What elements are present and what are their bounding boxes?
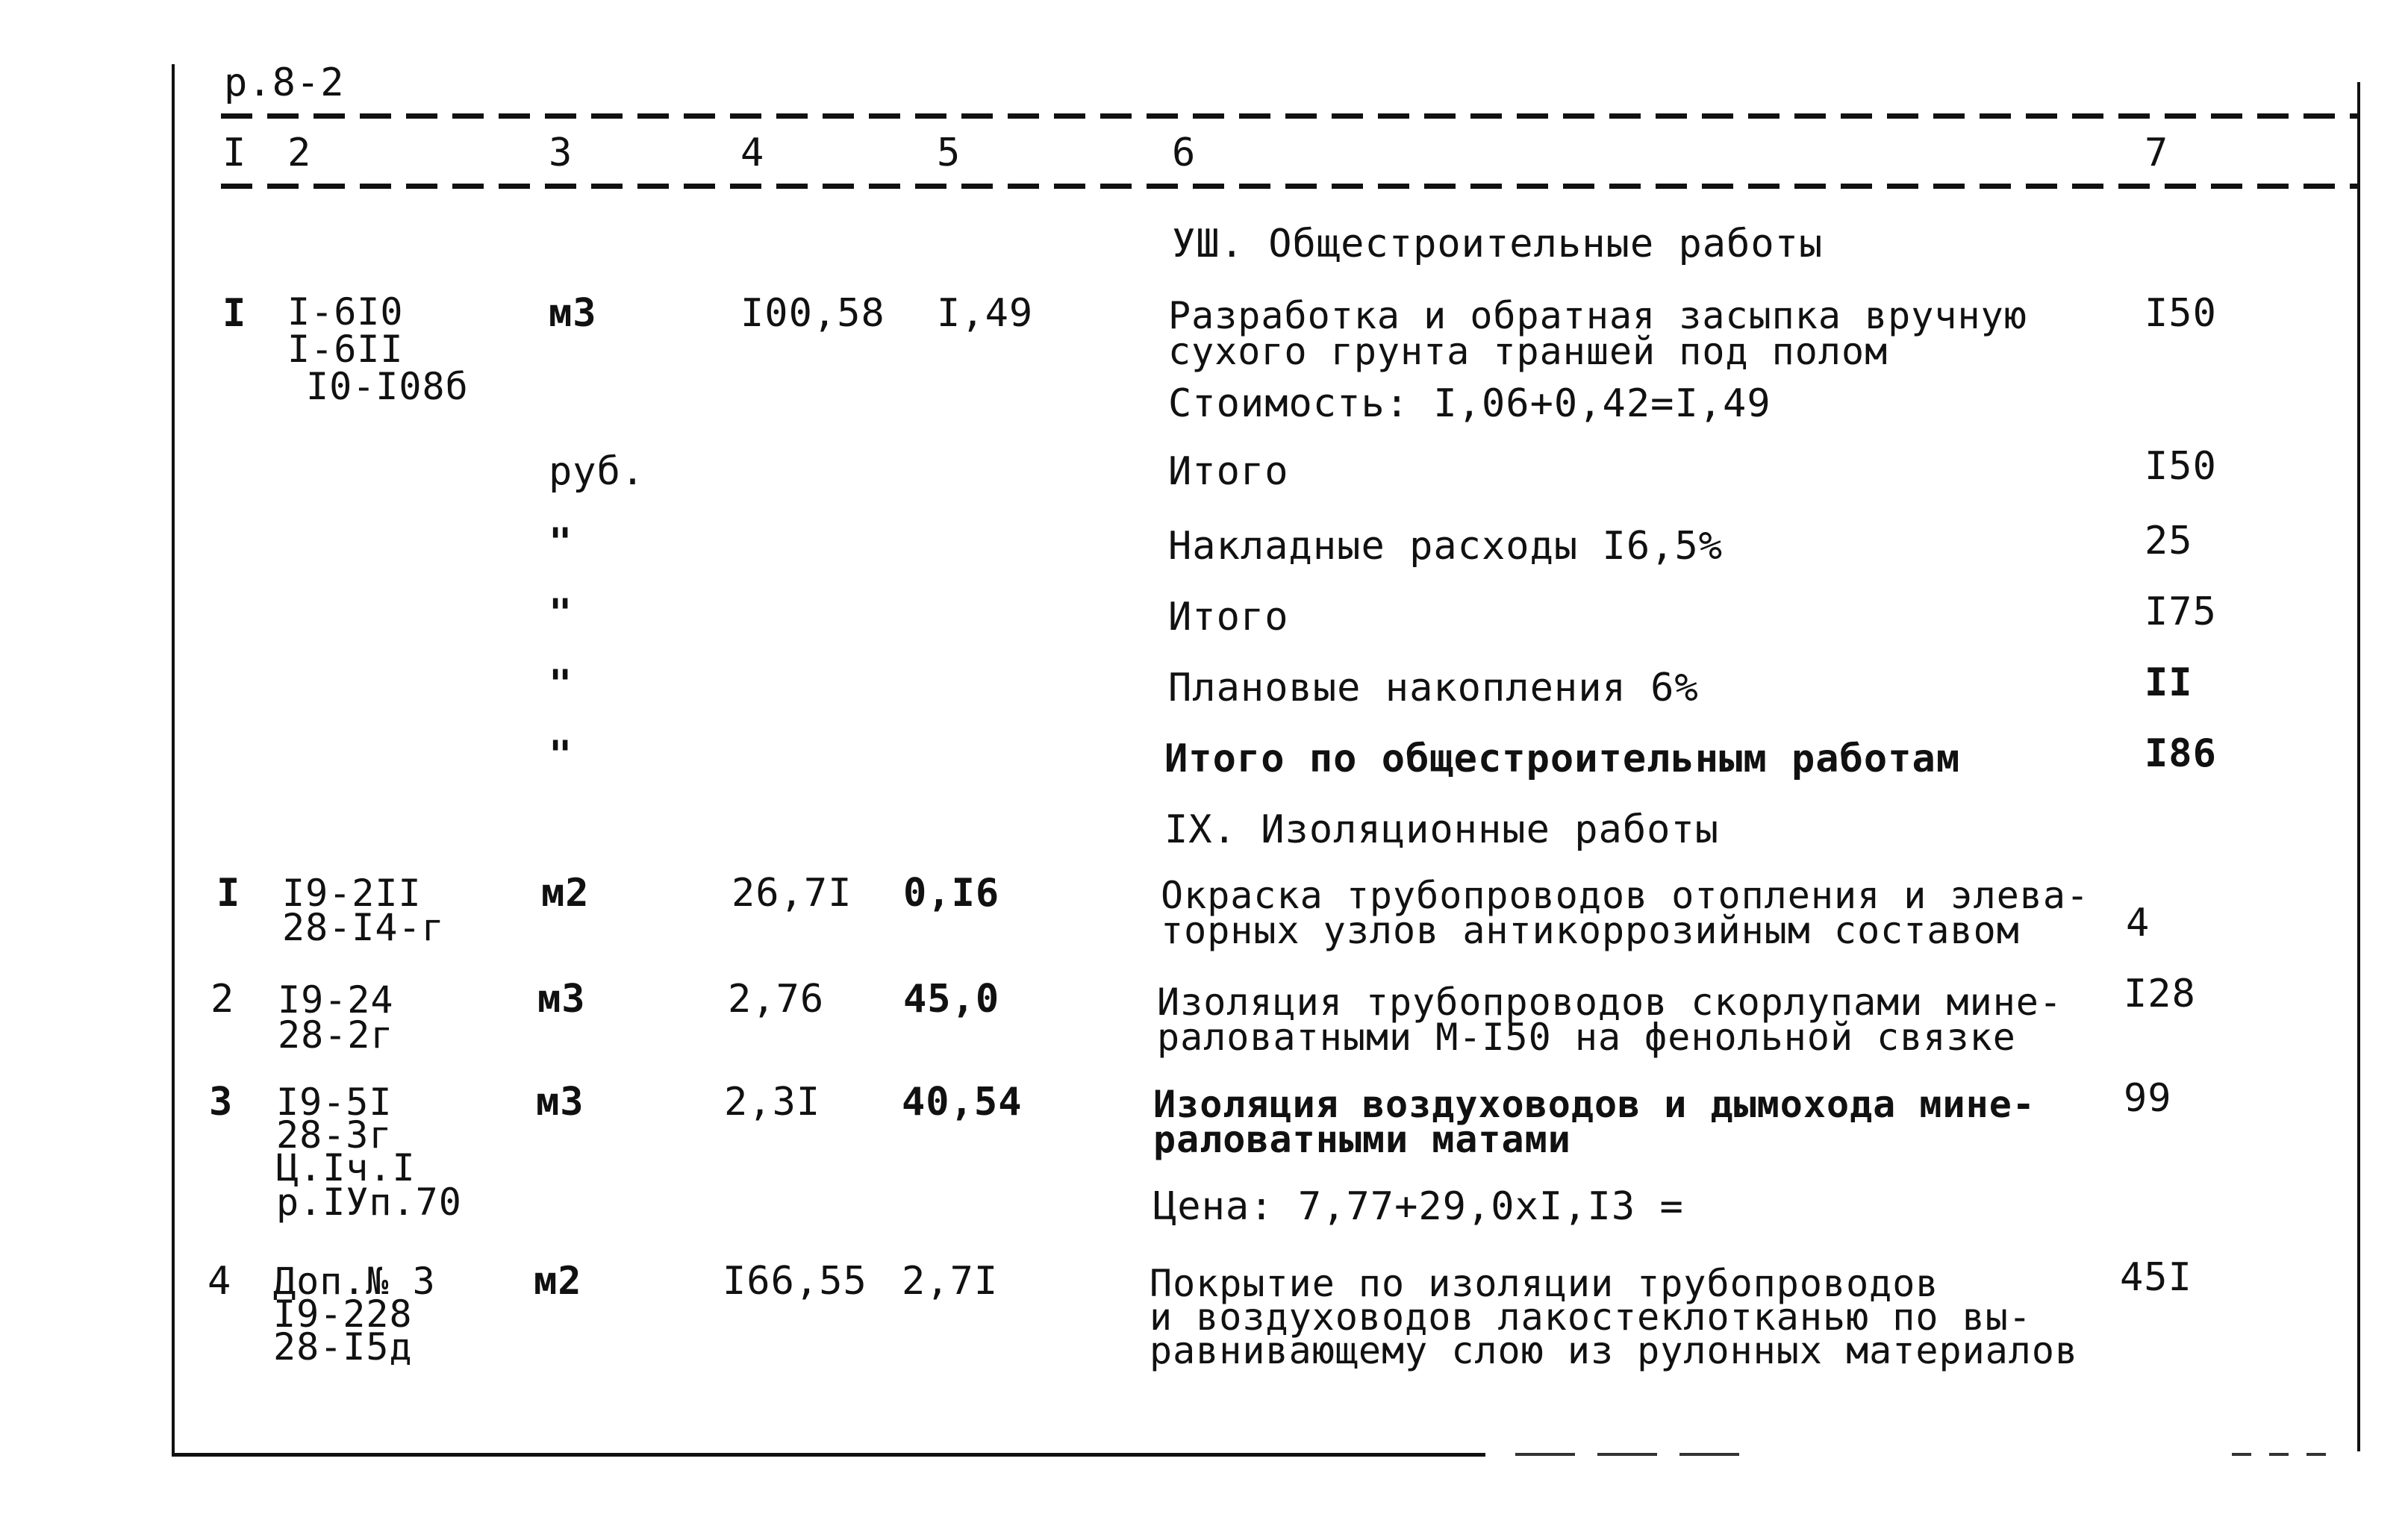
summary-unit: руб.: [549, 449, 646, 494]
header-col-3: 3: [549, 131, 573, 175]
row-description: и воздуховодов лакостеклотканью по вы-: [1150, 1295, 2032, 1339]
summary-unit: ": [549, 591, 573, 636]
row-description: раловатными матами: [1153, 1118, 1571, 1161]
row-number: 4: [208, 1259, 232, 1304]
row-number: 2: [210, 977, 235, 1022]
summary-label: Плановые накопления 6%: [1168, 666, 1699, 710]
row-code: I-6I0: [287, 290, 404, 334]
row-total: 45I: [2120, 1255, 2192, 1300]
summary-value: I50: [2145, 444, 2217, 489]
row-total: 4: [2126, 901, 2150, 945]
frame-bottom-dashes: [1515, 1453, 1739, 1456]
header-col-6: 6: [1172, 131, 1197, 175]
header-col-1: I: [222, 131, 247, 175]
row-quantity: I66,55: [723, 1259, 867, 1304]
row-code: р.IУп.70: [276, 1181, 462, 1224]
frame-right-border: [2357, 82, 2360, 1451]
summary-unit: ": [549, 662, 573, 707]
row-description: торных узлов антикоррозийным составом: [1161, 909, 2020, 952]
row-code: 28-I5д: [273, 1325, 413, 1369]
row-code: 28-2г: [278, 1013, 394, 1057]
row-unit-price: 45,0: [903, 977, 1000, 1022]
summary-value: II: [2145, 660, 2193, 705]
row-total: 99: [2124, 1076, 2172, 1121]
row-code: I0-I08б: [306, 365, 469, 408]
row-unit-price: 0,I6: [903, 871, 1000, 916]
header-col-2: 2: [287, 131, 312, 175]
summary-label: Итого по общестроительным работам: [1164, 737, 1961, 781]
row-code: I-6II: [287, 328, 404, 371]
row-code: I9-5I: [276, 1081, 393, 1124]
summary-unit: ": [549, 733, 573, 778]
row-total: I50: [2145, 291, 2217, 336]
row-code: I9-228: [273, 1292, 413, 1336]
frame-bottom-dashes: [2232, 1453, 2336, 1456]
frame-left-border: [172, 64, 175, 1456]
header-col-4: 4: [740, 131, 765, 175]
summary-value: I86: [2145, 731, 2217, 776]
row-unit-price: I,49: [937, 291, 1034, 336]
header-top-rule: [221, 113, 2357, 119]
summary-unit: ": [549, 520, 573, 565]
row-description: Окраска трубопроводов отопления и элева-: [1161, 874, 2090, 917]
row-code: 28-3г: [276, 1113, 393, 1157]
row-cost-note: Цена: 7,77+29,0хI,I3 =: [1153, 1184, 1684, 1229]
section-title: IХ. Изоляционные работы: [1164, 807, 1720, 852]
summary-value: 25: [2145, 519, 2193, 563]
row-description: Изоляция трубопроводов скорлупами мине-: [1157, 981, 2062, 1024]
row-cost-note: Стоимость: I,06+0,42=I,49: [1168, 381, 1771, 426]
summary-label: Итого: [1168, 595, 1289, 640]
row-quantity: 2,76: [728, 977, 825, 1022]
row-code: I9-24: [278, 978, 394, 1022]
row-description: раловатными М-I50 на фенольной связке: [1157, 1016, 2016, 1059]
header-col-7: 7: [2145, 131, 2169, 175]
row-description: Изоляция воздуховодов и дымохода мине-: [1153, 1083, 2036, 1126]
row-total: I28: [2124, 972, 2196, 1016]
summary-label: Итого: [1168, 449, 1289, 494]
row-code: I9-2II: [282, 872, 422, 915]
row-unit: м3: [549, 291, 597, 336]
row-quantity: I00,58: [740, 291, 885, 336]
row-description: Разработка и обратная засыпка вручную: [1168, 294, 2027, 337]
row-quantity: 26,7I: [732, 871, 852, 916]
header-col-5: 5: [937, 131, 961, 175]
row-code: 28-I4-г: [282, 906, 445, 949]
row-unit: м2: [541, 871, 590, 916]
summary-label: Накладные расходы I6,5%: [1168, 524, 1724, 569]
row-number: I: [216, 871, 241, 916]
section-title: УШ. Общестроительные работы: [1172, 222, 1824, 266]
header-bottom-rule: [221, 184, 2357, 189]
row-description: Покрытие по изоляции трубопроводов: [1150, 1262, 1939, 1305]
summary-value: I75: [2145, 590, 2217, 634]
page-reference: р.8-2: [224, 60, 345, 105]
row-code: Ц.Iч.I: [276, 1146, 416, 1189]
row-unit: м3: [537, 977, 586, 1022]
row-description: сухого грунта траншей под полом: [1168, 330, 1888, 373]
row-description: равнивающему слою из рулонных материалов: [1150, 1329, 2079, 1372]
row-unit-price: 2,7I: [902, 1259, 999, 1304]
row-number: 3: [209, 1080, 234, 1125]
row-unit: м2: [534, 1259, 582, 1304]
row-unit: м3: [536, 1080, 584, 1125]
frame-bottom-border: [172, 1453, 1485, 1457]
row-code: Доп.№ 3: [273, 1260, 436, 1303]
row-quantity: 2,3I: [724, 1080, 821, 1125]
row-unit-price: 40,54: [902, 1080, 1023, 1125]
row-number: I: [222, 291, 247, 336]
